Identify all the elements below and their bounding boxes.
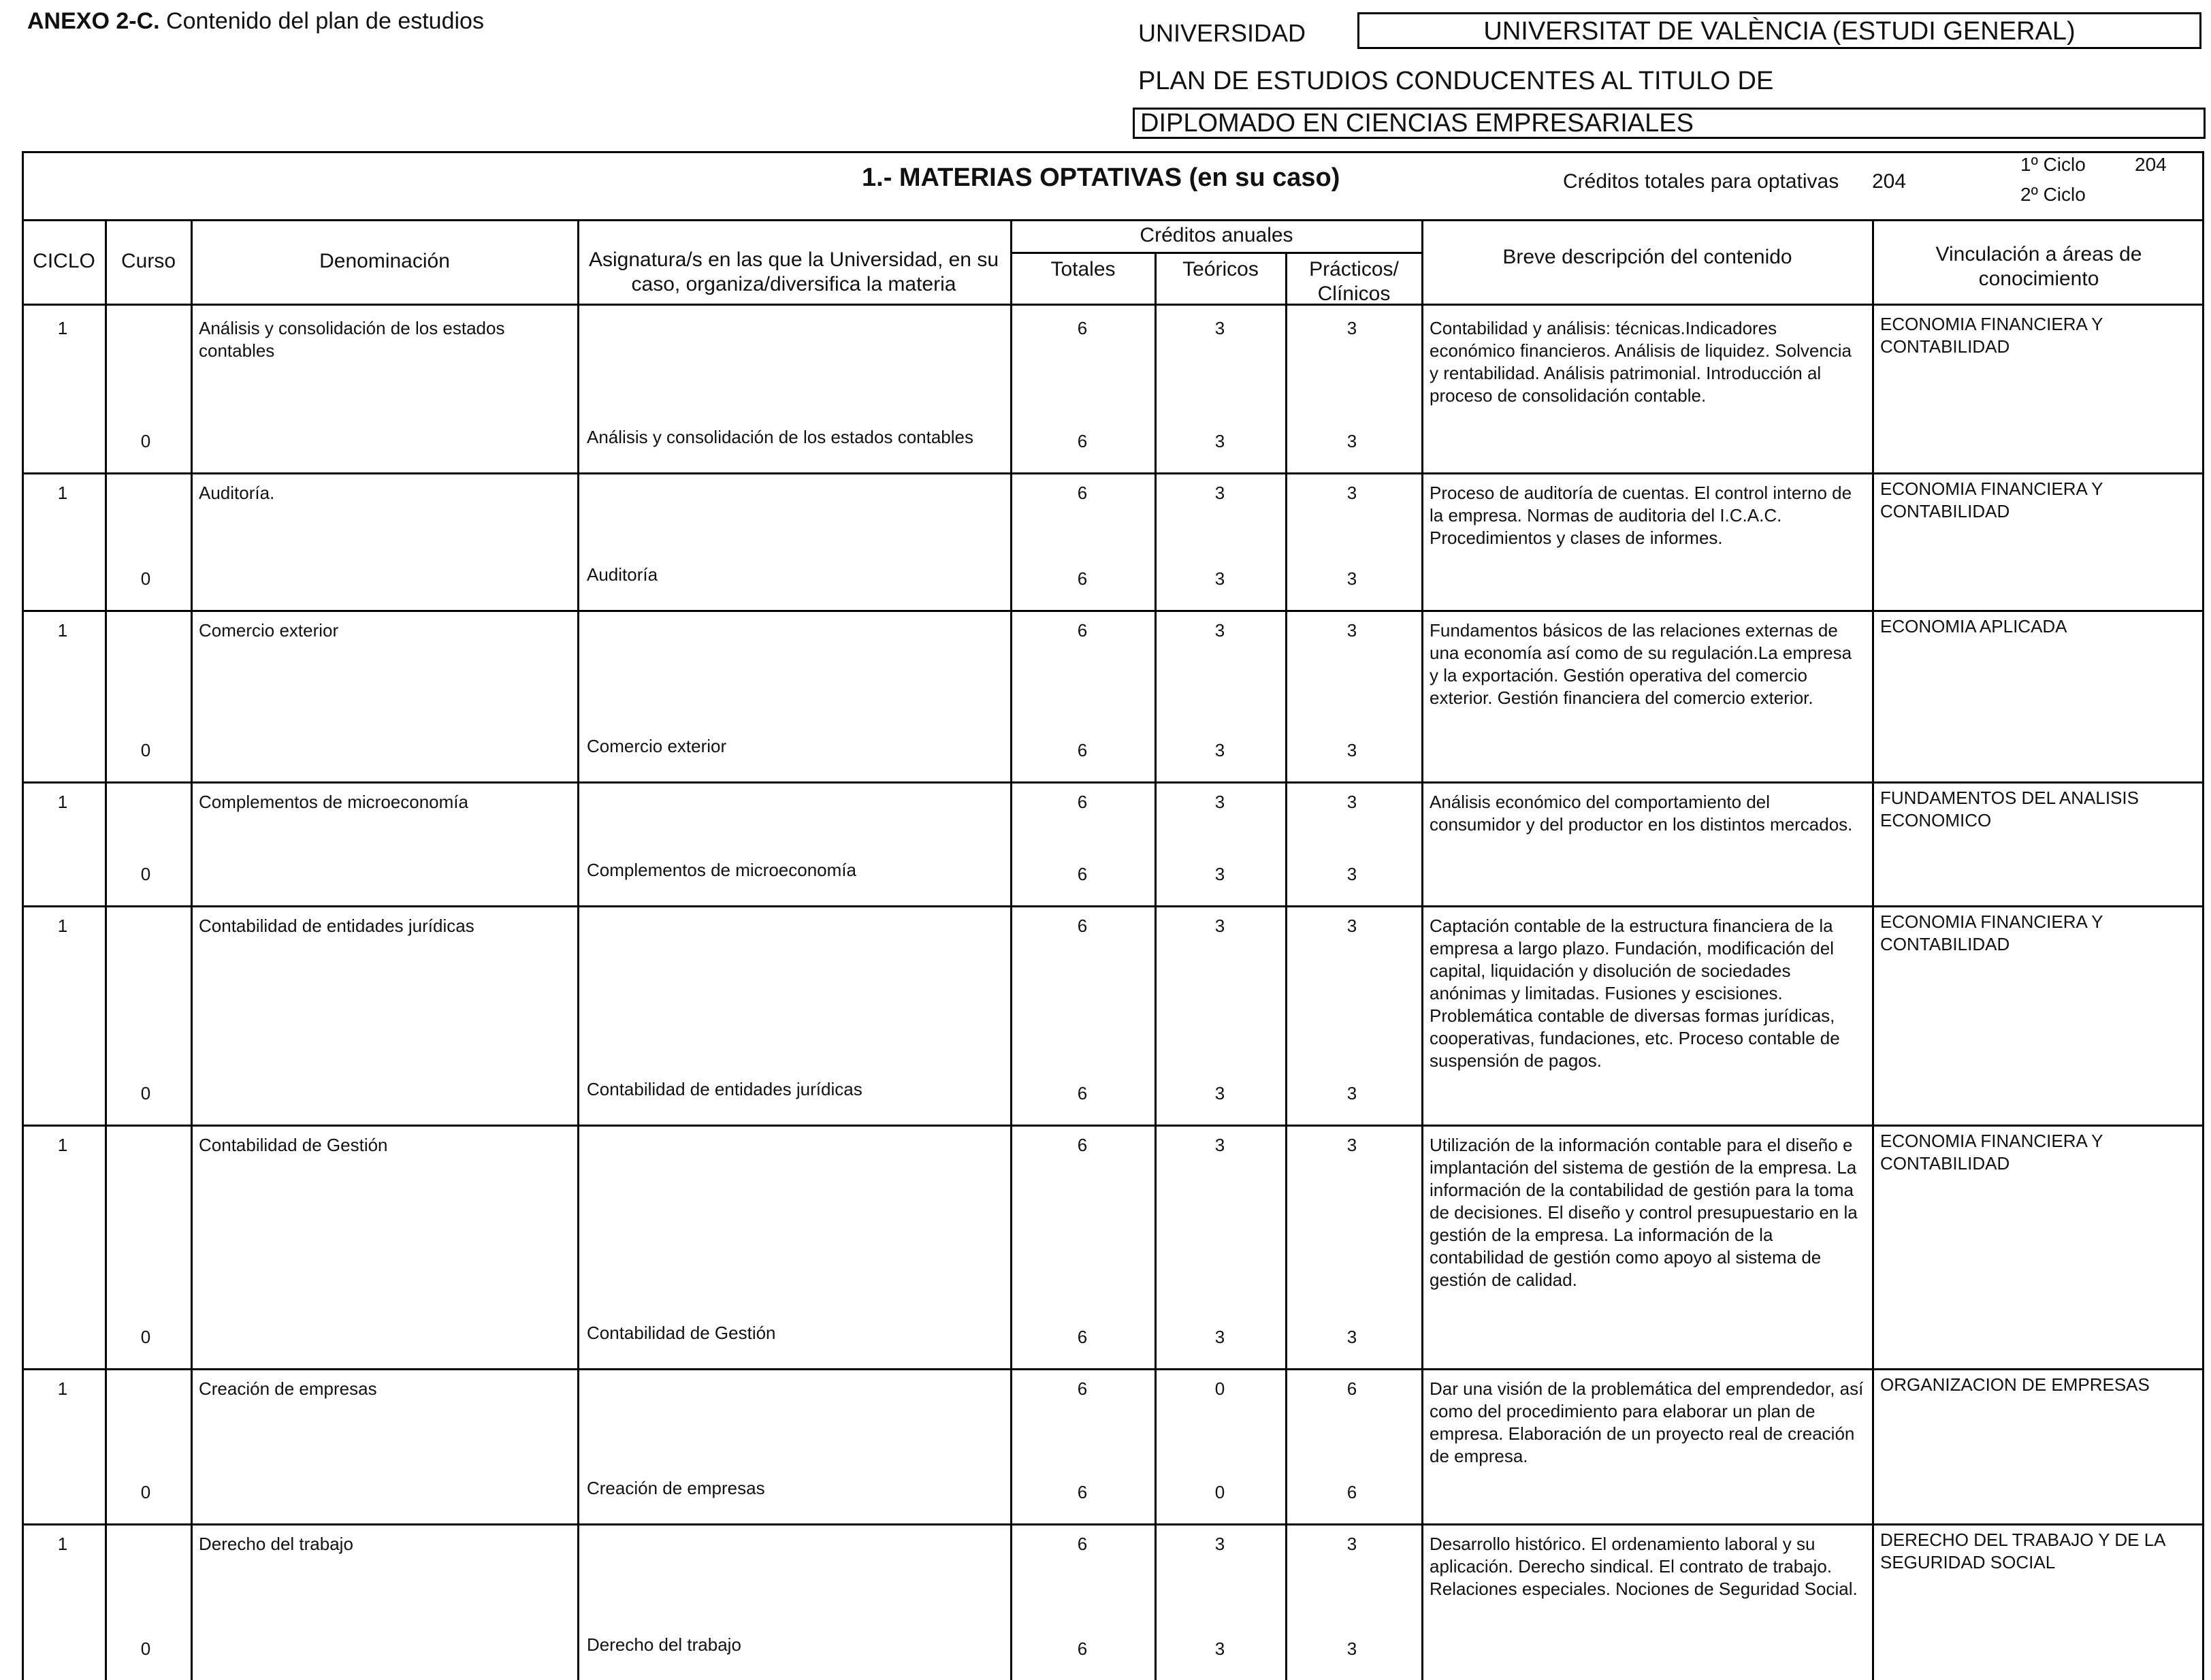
sub-practicos-cell: 3 — [1346, 1638, 1357, 1659]
descripcion-cell: Utilización de la información contable para el diseño e implantación del sistema de gestión de la empresa. La información de la contabilidad de gestión para la toma de decisiones. El diseño y control presupuestario en la gestión de la empresa. La información de la contabilidad de gestión como apoyo al sistema de gestión de calidad. — [1430, 1135, 1858, 1290]
denominacion-cell: Complementos de microeconomía — [199, 792, 468, 812]
sub-practicos-cell: 3 — [1346, 864, 1357, 884]
first-cycle-value: 204 — [2135, 154, 2167, 175]
descripcion-cell: Contabilidad y análisis: técnicas.Indicadores económico financieros. Análisis de liquidez. Solvencia y rentabilidad. Análisis patrimonial. Introducción al proceso de consolidación contable. — [1430, 318, 1852, 406]
asignatura-cell: Creación de empresas — [587, 1478, 765, 1498]
divider — [22, 304, 2204, 306]
totales-cell: 6 — [1077, 1378, 1088, 1399]
sub-teoricos-cell: 3 — [1214, 740, 1225, 760]
asignatura-cell: Contabilidad de Gestión — [587, 1323, 776, 1343]
sub-totales-cell: 6 — [1077, 1482, 1088, 1502]
practicos-cell: 6 — [1346, 1378, 1357, 1399]
area-cell: ECONOMIA FINANCIERA Y CONTABILIDAD — [1880, 314, 2103, 357]
asignatura-cell: Comercio exterior — [587, 736, 727, 756]
denominacion-cell: Creación de empresas — [199, 1378, 377, 1399]
column-header-vinculacion: Vinculación a áreas de conocimiento — [1935, 243, 2142, 290]
teoricos-cell: 0 — [1214, 1378, 1225, 1399]
teoricos-cell: 3 — [1214, 1135, 1225, 1155]
teoricos-cell: 3 — [1214, 1534, 1225, 1554]
curso-cell: 0 — [140, 740, 151, 760]
sub-totales-cell: 6 — [1077, 740, 1088, 760]
curso-cell: 0 — [140, 864, 151, 884]
totales-cell: 6 — [1077, 318, 1088, 338]
practicos-cell: 3 — [1346, 318, 1357, 338]
totales-cell: 6 — [1077, 620, 1088, 641]
column-header-curso: Curso — [120, 250, 176, 272]
descripcion-cell: Fundamentos básicos de las relaciones externas de una economía así como de su regulación.La empresa y la exportación. Gestión operativa del comercio exterior. Gestión financiera del comercio exterior. — [1430, 620, 1852, 708]
curso-cell: 0 — [140, 568, 151, 589]
asignatura-cell: Derecho del trabajo — [587, 1634, 741, 1655]
denominacion-cell: Comercio exterior — [199, 620, 339, 641]
divider — [1010, 252, 1421, 254]
teoricos-cell: 3 — [1214, 318, 1225, 338]
descripcion-cell: Desarrollo histórico. El ordenamiento laboral y su aplicación. Derecho sindical. El contrato de trabajo. Relaciones especiales. Nociones de Seguridad Social. — [1430, 1534, 1858, 1599]
column-header-totales: Totales — [1050, 258, 1116, 280]
denominacion-cell: Análisis y consolidación de los estados contables — [199, 318, 505, 361]
column-header-denominacion: Denominación — [319, 250, 450, 272]
denominacion-cell: Contabilidad de entidades jurídicas — [199, 916, 474, 936]
denominacion-cell: Derecho del trabajo — [199, 1534, 353, 1554]
university-label: UNIVERSIDAD — [1138, 19, 1306, 47]
totales-cell: 6 — [1077, 1135, 1088, 1155]
column-divider — [191, 219, 193, 1680]
area-cell: ECONOMIA FINANCIERA Y CONTABILIDAD — [1880, 1131, 2103, 1174]
denominacion-cell: Auditoría. — [199, 483, 275, 503]
ciclo-cell: 1 — [57, 792, 68, 812]
area-cell: DERECHO DEL TRABAJO Y DE LA SEGURIDAD SOCIAL — [1880, 1530, 2165, 1572]
column-header-descripcion: Breve descripción del contenido — [1502, 246, 1792, 268]
sub-teoricos-cell: 3 — [1214, 864, 1225, 884]
area-cell: ECONOMIA FINANCIERA Y CONTABILIDAD — [1880, 479, 2103, 521]
row-divider — [22, 1368, 2204, 1370]
row-divider — [22, 1125, 2204, 1127]
ciclo-cell: 1 — [57, 1378, 68, 1399]
sub-teoricos-cell: 3 — [1214, 1327, 1225, 1347]
total-credits-label: Créditos totales para optativas — [1563, 170, 1839, 193]
totales-cell: 6 — [1077, 1534, 1088, 1554]
totales-cell: 6 — [1077, 792, 1088, 812]
column-header-asignatura: Asignatura/s en las que la Universidad, en su caso, organiza/diversifica la materia — [588, 248, 999, 295]
row-divider — [22, 610, 2204, 612]
totales-cell: 6 — [1077, 483, 1088, 503]
practicos-cell: 3 — [1346, 483, 1357, 503]
curso-cell: 0 — [140, 1083, 151, 1103]
annex-heading — [27, 8, 484, 35]
sub-practicos-cell: 3 — [1346, 431, 1357, 451]
column-header-creditos-anuales: Créditos anuales — [1140, 224, 1293, 246]
annex-number: ANEXO 2-C. — [27, 8, 160, 34]
sub-totales-cell: 6 — [1077, 1638, 1088, 1659]
column-divider — [1872, 219, 1874, 1680]
teoricos-cell: 3 — [1214, 483, 1225, 503]
practicos-cell: 3 — [1346, 1135, 1357, 1155]
ciclo-cell: 1 — [57, 916, 68, 936]
asignatura-cell: Análisis y consolidación de los estados contables — [587, 427, 974, 447]
column-divider — [1155, 252, 1157, 1680]
degree-title-field: DIPLOMADO EN CIENCIAS EMPRESARIALES — [1133, 108, 2206, 139]
sub-practicos-cell: 3 — [1346, 740, 1357, 760]
practicos-cell: 3 — [1346, 1534, 1357, 1554]
column-divider — [1421, 219, 1423, 1680]
sub-totales-cell: 6 — [1077, 431, 1088, 451]
sub-totales-cell: 6 — [1077, 1083, 1088, 1103]
area-cell: ORGANIZACION DE EMPRESAS — [1880, 1374, 2150, 1395]
teoricos-cell: 3 — [1214, 792, 1225, 812]
area-cell: ECONOMIA FINANCIERA Y CONTABILIDAD — [1880, 911, 2103, 954]
total-credits-value: 204 — [1872, 170, 1907, 193]
sub-totales-cell: 6 — [1077, 1327, 1088, 1347]
annex-description: Contenido del plan de estudios — [166, 8, 484, 34]
sub-teoricos-cell: 3 — [1214, 431, 1225, 451]
sub-practicos-cell: 3 — [1346, 1083, 1357, 1103]
denominacion-cell: Contabilidad de Gestión — [199, 1135, 388, 1155]
ciclo-cell: 1 — [57, 1534, 68, 1554]
descripcion-cell: Dar una visión de la problemática del emprendedor, así como del procedimiento para elaborar un plan de empresa. Elaboración de un proyecto real de creación de empresa. — [1430, 1378, 1864, 1466]
descripcion-cell: Análisis económico del comportamiento del consumidor y del productor en los distintos mercados. — [1430, 792, 1853, 835]
row-divider — [22, 905, 2204, 907]
curso-cell: 0 — [140, 431, 151, 451]
sub-totales-cell: 6 — [1077, 864, 1088, 884]
practicos-cell: 3 — [1346, 916, 1357, 936]
row-divider — [22, 472, 2204, 474]
curso-cell: 0 — [140, 1482, 151, 1502]
column-header-teoricos: Teóricos — [1182, 258, 1259, 280]
teoricos-cell: 3 — [1214, 620, 1225, 641]
row-divider — [22, 781, 2204, 784]
teoricos-cell: 3 — [1214, 916, 1225, 936]
sub-teoricos-cell: 3 — [1214, 1083, 1225, 1103]
sub-practicos-cell: 3 — [1346, 568, 1357, 589]
row-divider — [22, 1523, 2204, 1525]
study-plan-label: PLAN DE ESTUDIOS CONDUCENTES AL TITULO DE — [1138, 67, 1774, 95]
ciclo-cell: 1 — [57, 1135, 68, 1155]
area-cell: FUNDAMENTOS DEL ANALISIS ECONOMICO — [1880, 788, 2139, 830]
curso-cell: 0 — [140, 1327, 151, 1347]
divider — [22, 219, 2204, 221]
sub-totales-cell: 6 — [1077, 568, 1088, 589]
ciclo-cell: 1 — [57, 483, 68, 503]
ciclo-cell: 1 — [57, 318, 68, 338]
practicos-cell: 3 — [1346, 792, 1357, 812]
sub-practicos-cell: 6 — [1346, 1482, 1357, 1502]
asignatura-cell: Contabilidad de entidades jurídicas — [587, 1079, 862, 1099]
area-cell: ECONOMIA APLICADA — [1880, 616, 2067, 636]
column-divider — [105, 219, 107, 1680]
sub-practicos-cell: 3 — [1346, 1327, 1357, 1347]
practicos-cell: 3 — [1346, 620, 1357, 641]
column-divider — [577, 219, 579, 1680]
curso-cell: 0 — [140, 1638, 151, 1659]
asignatura-cell: Auditoría — [587, 564, 658, 585]
sub-teoricos-cell: 3 — [1214, 1638, 1225, 1659]
ciclo-cell: 1 — [57, 620, 68, 641]
totales-cell: 6 — [1077, 916, 1088, 936]
sub-teoricos-cell: 0 — [1214, 1482, 1225, 1502]
university-field: UNIVERSITAT DE VALÈNCIA (ESTUDI GENERAL) — [1357, 12, 2201, 49]
first-cycle-label: 1º Ciclo — [2020, 154, 2086, 175]
column-header-practicos: Prácticos/ Clínicos — [1309, 258, 1399, 305]
column-divider — [1285, 252, 1287, 1680]
descripcion-cell: Proceso de auditoría de cuentas. El control interno de la empresa. Normas de auditoria del I.C.A.C. Procedimientos y clases de informes. — [1430, 483, 1852, 548]
column-header-ciclo: CICLO — [33, 250, 95, 272]
column-divider — [1010, 219, 1012, 1680]
descripcion-cell: Captación contable de la estructura financiera de la empresa a largo plazo. Fundación, modificación del capital, liquidación y disolución de sociedades anónimas y limitadas. Fusiones y escisiones. Problemática contable de diversas formas jurídicas, cooperativas, fundaciones, etc. Proceso contable de suspensión de pagos. — [1430, 916, 1840, 1071]
section-title: 1.- MATERIAS OPTATIVAS (en su caso) — [862, 163, 1340, 192]
sub-teoricos-cell: 3 — [1214, 568, 1225, 589]
asignatura-cell: Complementos de microeconomía — [587, 860, 856, 880]
second-cycle-label: 2º Ciclo — [2020, 184, 2086, 205]
